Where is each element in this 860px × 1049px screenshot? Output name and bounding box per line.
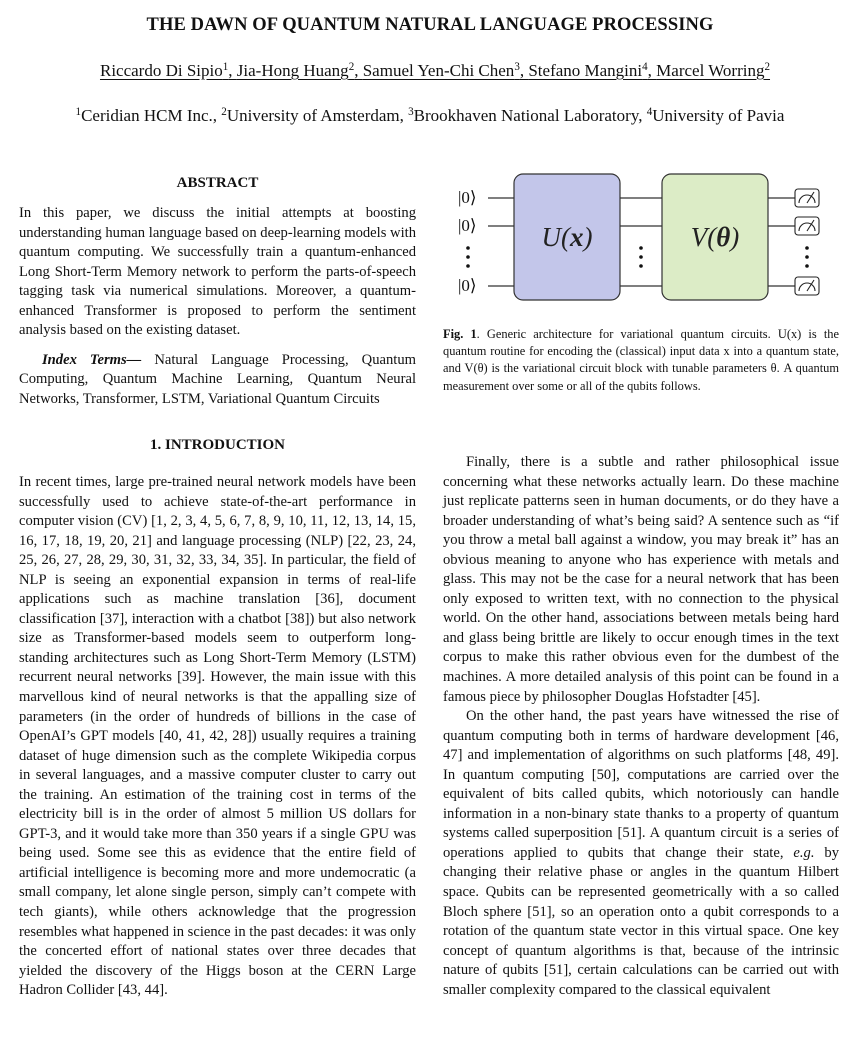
intro-left-column	[19, 473, 416, 1001]
paper-title: THE DAWN OF QUANTUM NATURAL LANGUAGE PROCESSING	[146, 15, 714, 35]
figure-caption-text: Generic architecture for variational quantum circuits. U(x) is the quantum routine for encoding the (classical) input data x into a quantum state, and V(θ) is the variational circuit block with tunable parameters θ. A quantum measurement over some or all of the qubits follows.	[443, 327, 839, 393]
circuit-diagram	[440, 168, 840, 308]
vdots-middle	[639, 246, 643, 268]
affiliation-name: Brookhaven National Laboratory	[413, 106, 639, 125]
affiliation-name: University of Amsterdam	[226, 106, 400, 125]
affiliation-number: 1	[75, 105, 82, 118]
measurement-meters	[795, 189, 819, 295]
affiliation-number: 4	[646, 105, 653, 118]
affiliation-list: $^1$Ceridian HCM Inc., $^2$University of Amsterdam, $^3$Brookhaven National Laboratory, $^4$University of Pavia	[75, 105, 785, 125]
figure-caption: Fig. 1. Generic architecture for variational quantum circuits. U(x) is the quantum routine for encoding the (classical) input data x into a quantum state, and V(θ) is the variational circuit block with tunable parameters θ. A quantum measurement over some or all of the qubits follows.	[443, 327, 839, 393]
figure-label: Fig. 1	[443, 327, 477, 341]
block-v-label: V(θ)	[690, 222, 740, 252]
affiliation-name: Ceridian HCM Inc.	[81, 106, 213, 125]
author-name: Riccardo Di Sipio	[99, 61, 223, 80]
author-affiliation-number: 1	[222, 60, 229, 73]
author-affiliation-number: 2	[348, 60, 355, 73]
index-terms	[19, 351, 416, 410]
author-affiliation-number: 2	[764, 60, 771, 73]
index-terms-label: Index Terms—	[42, 351, 142, 368]
abstract-heading: ABSTRACT	[176, 175, 259, 191]
intro-paragraph-3-eg: e.g.	[793, 844, 815, 861]
author-name: Samuel Yen-Chi Chen	[362, 61, 515, 80]
figure-circuit	[440, 168, 840, 308]
affiliation-name: University of Pavia	[652, 106, 785, 125]
intro-paragraph-2: Finally, there is a subtle and rather philosophical issue concerning what these networks actually learn. Do these machine just replicate patterns seen in human documents, or do they have a broader understanding of what’s being said? A sentence such as “if you throw a metal ball against a window, you may break it” has an obvious meaning to anyone who has experience with metals and glass. This may not be the case for a neural network that has been only exposed to written text, with no connection to the physical world. On the other hand, associations between metals being hard and glass being brittle are likely to occur enough times in the text corpus to make this rather obvious even for the dumbest of the machines. A more detailed analysis of this point can be found in a famous piece by philosopher Douglas Hofstadter [45].	[443, 454, 839, 705]
author-affiliation-number: 3	[514, 60, 520, 73]
index-terms-text: Natural Language Processing, Quantum Computing, Quantum Machine Learning, Quantum Neural Networks, Transformer, LSTM, Variational Quantum Circuits	[19, 351, 416, 407]
intro-right-column	[443, 453, 839, 1000]
vdots-left	[466, 246, 470, 268]
author-affiliation-number: 4	[642, 60, 648, 73]
affiliation-number: 2	[221, 105, 227, 118]
intro-paragraph-3	[443, 707, 839, 1000]
author-list: Riccardo Di Sipio$^1$, Jia-Hong Huang$^2$, Samuel Yen-Chi Chen$^3$, Stefano Mangini$^4$, Marcel Worring$^2$	[99, 60, 771, 80]
affiliation-number: 3	[408, 105, 414, 118]
abstract-section	[19, 204, 416, 409]
ket-2: |0⟩	[458, 216, 477, 235]
intro-paragraph-3-part-a: On the other hand, the past years have witnessed the rise of quantum computing both in terms of hardware development [46, 47] and implementation of algorithms on such platforms [48, 49]. In quantum computing [50], computations are carried over the equivalent of bits called qubits, which notoriously can handle information in a non-binary state thanks to a property of quantum systems called superposition [51]. A quantum circuit is a series of operations applied to qubits that change their state,	[443, 708, 839, 861]
author-name: Jia-Hong Huang	[236, 61, 349, 80]
ket-3: |0⟩	[458, 276, 477, 295]
vdots-right	[805, 246, 809, 268]
block-u-label: U(x)	[541, 222, 593, 252]
author-name: Stefano Mangini	[528, 61, 643, 80]
author-name: Marcel Worring	[656, 61, 765, 80]
ket-1: |0⟩	[458, 188, 477, 207]
section-heading-introduction: 1. INTRODUCTION	[149, 437, 285, 453]
abstract-text: In this paper, we discuss the initial attempts at boosting understanding human language based on deep-learning models with quantum computing. We successfully train a quantum-enhanced Long Short-Term Memory network to perform the parts-of-speech tagging task via numerical simulations. Moreover, a quantum-enhanced Transformer is proposed to perform the sentiment analysis based on the existing dataset.	[19, 205, 416, 339]
intro-paragraph-3-part-b: by changing their relative phase or angles in the quantum Hilbert space. Qubits can be represented geometrically with a so called Bloch sphere [51], so an operation onto a qubit corresponds to a rotation of the quantum state vector in this virtual space. One key concept of quantum algorithms is that, because of the intrinsic nature of qubits [51], certain calculations can be carried out with smaller complexity compared to the classical equivalent	[443, 844, 839, 998]
intro-paragraph-1: In recent times, large pre-trained neural network models have been successfully used to achieve state-of-the-art performance in computer vision (CV) [1, 2, 3, 4, 5, 6, 7, 8, 9, 10, 11, 12, 13, 14, 15, 16, 17, 18, 19, 20, 21] and language processing (NLP) [22, 23, 24, 25, 26, 27, 28, 29, 30, 31, 32, 33, 34, 35]. In particular, the field of NLP is seeing an exponential expansion in terms of real-life applications such as machine translation [36], document classification [37], interaction with a chatbot [38]) but also network size as Transformer-based models seem to outperform long-standing architectures such as Long Short-Term Memory (LSTM) recurrent neural networks [39]. However, the main issue with this marvellous kind of neural networks is that the appalling size of parameters (in the order of hundreds of billions in the case of OpenAI’s GPT models [40, 41, 42, 28]) usually requires a training dataset of huge dimension such as the complete Wikipedia corpus in several languages, and a massive computer cluster to carry out the training. An estimation of the training cost in terms of the electricity bill is in the order of almost 5 million US dollars for GPT-3, and it would take more than 350 years if a single GPU was being used. Some see this as evidence that the entire field of artificial intelligence is becoming more and more undemocratic (a small company, let alone single person, simply can’t compete with tech giants), while others acknowledge that the progression resembles what happened in science in the past decades: it was only the concerted effort of national states over three decades that yielded the discovery of the Higgs boson at the CERN Large Hadron Collider [43, 44].	[19, 474, 416, 999]
